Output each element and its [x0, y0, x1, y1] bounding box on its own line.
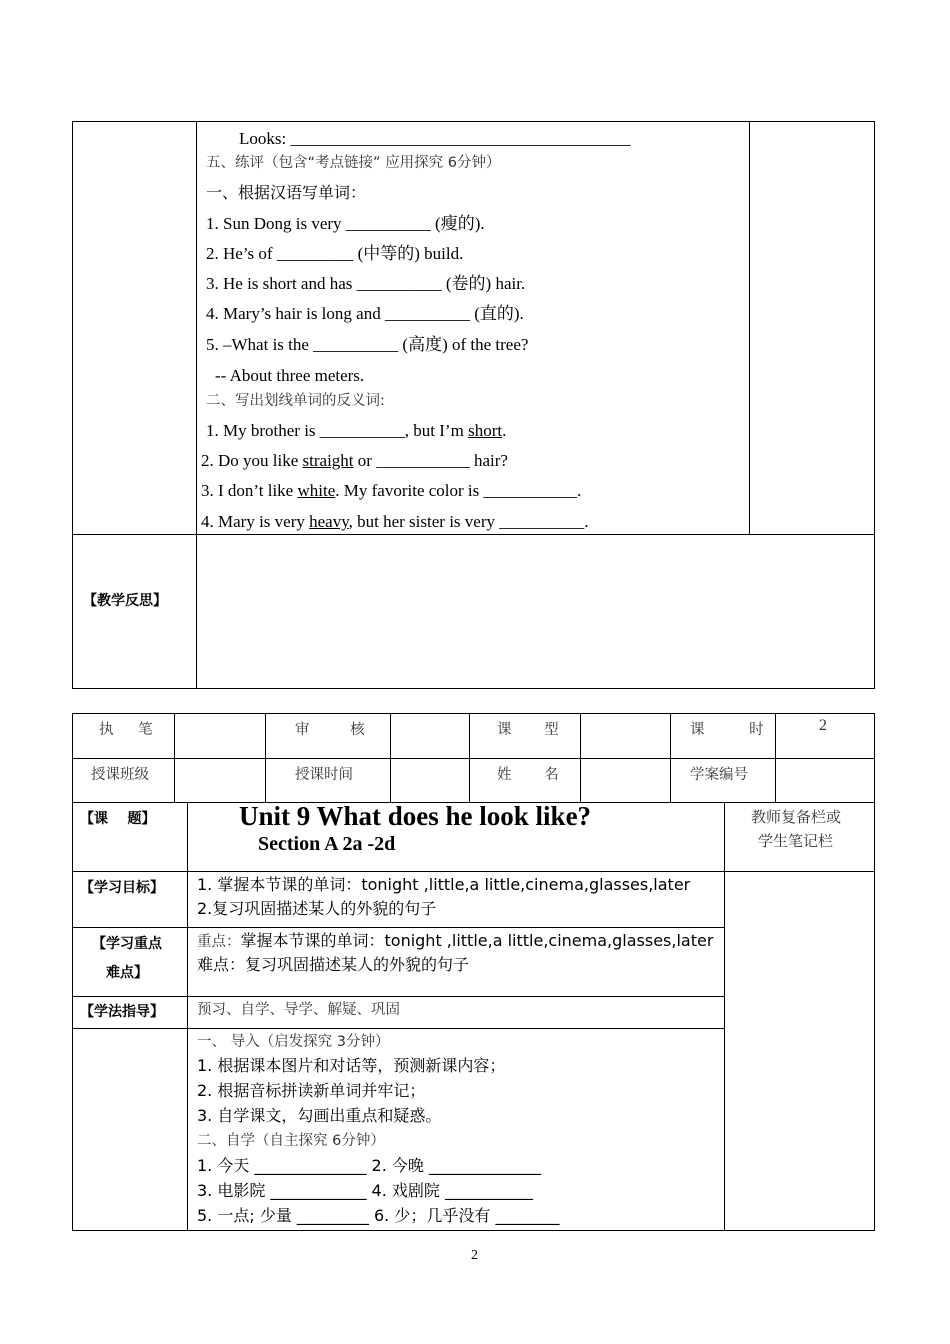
name-label: 姓 名	[497, 767, 573, 783]
table-divider	[580, 713, 581, 803]
number-label: 学案编号	[690, 767, 748, 783]
goal-1-text: 1. 掌握本节课的单词：tonight ,little,a little,cinema,glasses,later	[197, 875, 691, 894]
table-divider	[72, 996, 724, 997]
intro-2: 2. 根据音标拼读新单词并牢记；	[197, 1081, 426, 1100]
goal-2: 2.复习巩固描述某人的外貌的句子	[197, 899, 437, 918]
question-2: 2. He’s of _________ (中等的) build.	[206, 244, 464, 263]
antonym-1	[206, 421, 506, 441]
page-number: 2	[471, 1248, 478, 1263]
lesson-title: Unit 9 What does he look like?	[239, 801, 592, 831]
exercise-table	[72, 121, 875, 689]
question-5: 5. –What is the __________ (高度) of the tree?	[206, 335, 529, 354]
goals-label: 【学习目标】	[80, 880, 164, 896]
focus-1-prefix: 重点：	[197, 934, 241, 950]
time-label: 授课时间	[295, 767, 353, 783]
intro-1: 1. 根据课本图片和对话等，预测新课内容；	[197, 1056, 506, 1075]
method-label: 【学法指导】	[80, 1004, 164, 1020]
table-divider	[72, 758, 875, 759]
antonym-1-after: .	[502, 421, 507, 440]
review-label: 审 核	[295, 722, 383, 738]
section5-heading: 五、练评（包含“考点链接” 应用探究 6分钟）	[206, 155, 501, 171]
focus-label-1: 【学习重点	[92, 936, 162, 952]
table-divider	[72, 927, 724, 928]
antonym-1-before: 1. My brother is __________, but I’m	[206, 421, 469, 440]
table-divider	[72, 534, 875, 535]
reflection-label: 【教学反思】	[83, 593, 167, 609]
table-divider	[724, 802, 725, 1231]
hours-value: 2	[819, 717, 827, 734]
antonym-4	[201, 512, 588, 532]
table-divider	[670, 713, 671, 803]
table-divider	[390, 713, 391, 803]
antonym-2	[201, 451, 508, 471]
antonym-2-after: or ___________ hair?	[353, 451, 508, 470]
goal-1	[197, 875, 690, 895]
question-3: 3. He is short and has __________ (卷的) hair.	[206, 274, 526, 293]
focus-label-2: 难点】	[106, 965, 148, 981]
vocab-row-1: 1. 今天 ______________ 2. 今晚 ______________	[197, 1156, 541, 1175]
antonym-2-word: straight	[302, 451, 354, 470]
table-divider	[72, 1028, 724, 1029]
lesson-subtitle: Section A 2a -2d	[258, 833, 396, 855]
vocab-row-2: 3. 电影院 ____________ 4. 戏剧院 ___________	[197, 1181, 533, 1200]
writer-label: 执 笔	[99, 722, 163, 738]
part2-heading: 二、写出划线单词的反义词:	[206, 393, 385, 409]
part1-heading: 一、根据汉语写单词：	[206, 183, 367, 202]
self-study-heading: 二、自学（自主探究 6分钟）	[197, 1133, 385, 1149]
table-divider	[72, 871, 875, 872]
table-divider	[469, 713, 470, 803]
antonym-4-after: , but her sister is very __________.	[348, 512, 589, 531]
antonym-2-before: 2. Do you like	[201, 451, 303, 470]
question-5-answer: -- About three meters.	[215, 366, 365, 385]
intro-heading: 一、 导入（启发探究 3分钟）	[197, 1034, 390, 1050]
antonym-3-after: . My favorite color is ___________.	[335, 481, 582, 500]
antonym-4-word: heavy	[309, 512, 349, 531]
antonym-3	[201, 481, 581, 501]
looks-line: Looks: ________________________________________	[239, 129, 631, 148]
table-divider	[265, 713, 266, 803]
table-divider	[749, 121, 750, 534]
antonym-1-word: short	[468, 421, 503, 440]
question-4: 4. Mary’s hair is long and __________ (直的).	[206, 304, 524, 323]
vocab-row-3: 5. 一点; 少量 _________ 6. 少；几乎没有 ________	[197, 1206, 560, 1225]
type-label: 课 型	[497, 722, 573, 738]
notes-label-2: 学生笔记栏	[758, 832, 834, 850]
table-divider	[174, 713, 175, 803]
hours-label: 课 时	[690, 722, 784, 738]
focus-1	[197, 931, 713, 952]
antonym-3-before: 3. I don’t like	[201, 481, 298, 500]
antonym-4-before: 4. Mary is very	[201, 512, 310, 531]
antonym-3-word: white	[297, 481, 336, 500]
table-divider	[196, 121, 197, 689]
focus-2: 难点：复习巩固描述某人的外貌的句子	[197, 955, 470, 974]
method-text: 预习、自学、导学、解疑、巩固	[197, 1002, 400, 1018]
notes-label-1: 教师复备栏或	[751, 808, 842, 826]
intro-3: 3. 自学课文，勾画出重点和疑惑。	[197, 1106, 442, 1125]
topic-label: 【课 题】	[80, 811, 156, 827]
focus-1-rest: 掌握本节课的单词：tonight ,little,a little,cinema,glasses,later	[240, 931, 714, 950]
question-1: 1. Sun Dong is very __________ (瘦的).	[206, 214, 485, 233]
class-label: 授课班级	[91, 767, 149, 783]
table-divider	[187, 802, 188, 1231]
